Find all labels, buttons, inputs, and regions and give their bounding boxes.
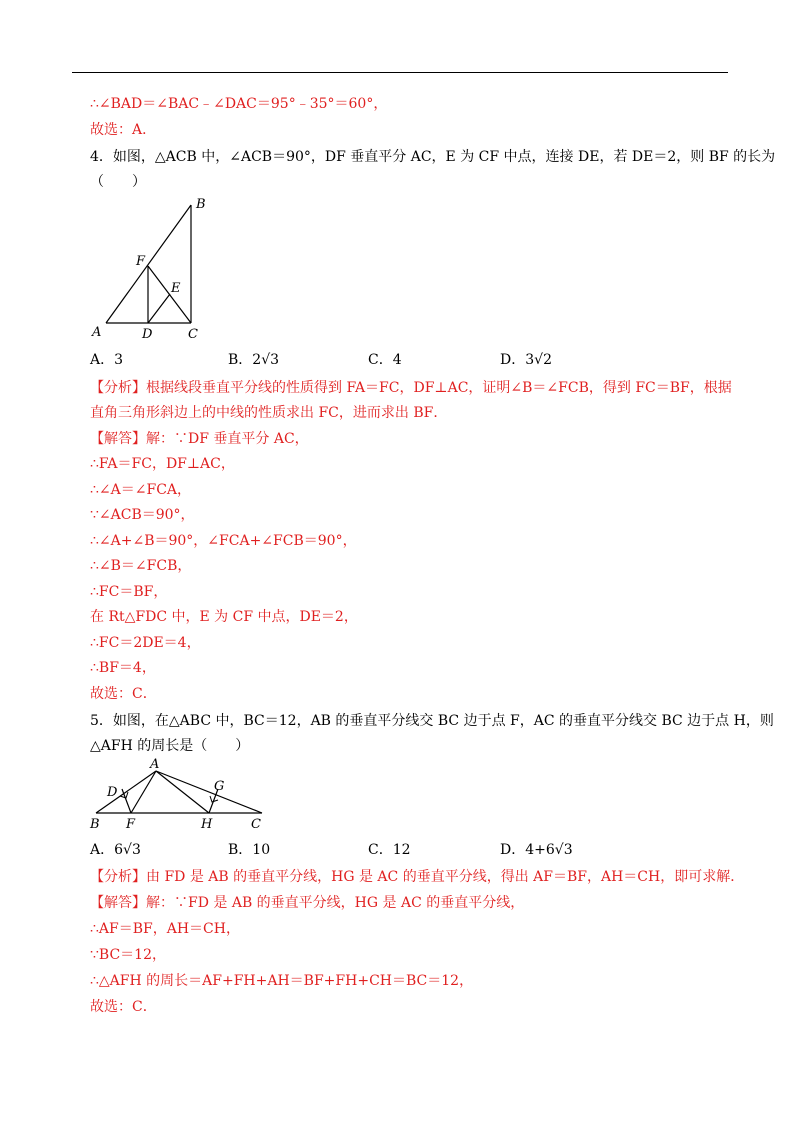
q4-solution-answer: 故选：C．	[90, 686, 157, 702]
q5-figure	[86, 758, 276, 834]
option-value: 4+6√3	[525, 842, 573, 858]
q5-solution-answer: 故选：C．	[90, 999, 157, 1015]
q4-figure	[86, 190, 216, 340]
q4-solution-line: ∴∠A+∠B＝90°，∠FCA+∠FCB＝90°，	[90, 533, 357, 549]
label-C: C	[251, 817, 261, 832]
q4-solution-line: ∴∠A＝∠FCA，	[90, 482, 192, 498]
prev-solution-line: ∴∠BAD＝∠BAC﹣∠DAC＝95°﹣35°＝60°，	[90, 96, 388, 112]
q5-analysis: 【分析】由 FD 是 AB 的垂直平分线，HG 是 AC 的垂直平分线，得出 AF＝BF，AH＝CH，即可求解．	[90, 869, 745, 885]
option-value: 3√2	[525, 352, 552, 368]
q5-solution-line: 【解答】解：∵FD 是 AB 的垂直平分线，HG 是 AC 的垂直平分线，	[90, 895, 525, 911]
label-B: B	[90, 817, 100, 832]
option-key: A．	[90, 352, 115, 368]
q4-option-a[interactable]	[90, 350, 123, 370]
q5-solution-line: ∴△AFH 的周长＝AF+FH+AH＝BF+FH+CH＝BC＝12，	[90, 973, 474, 989]
q4-solution-line: 【解答】解：∵DF 垂直平分 AC，	[90, 431, 309, 447]
segment-AH	[156, 771, 209, 813]
q5-option-a[interactable]	[90, 840, 141, 860]
header-rule	[72, 72, 728, 73]
option-key: B．	[228, 842, 253, 858]
label-E: E	[171, 281, 181, 296]
label-A: A	[92, 325, 102, 340]
option-key: B．	[228, 352, 253, 368]
prev-solution-answer: 故选：A．	[90, 122, 157, 138]
q4-solution-line: ∴FC＝2DE＝4，	[90, 635, 201, 651]
q4-analysis: 【分析】根据线段垂直平分线的性质得到 FA＝FC，DF⊥AC，证明∠B＝∠FCB，得到 FC＝BF，根据	[90, 380, 732, 396]
option-value: 2√3	[252, 352, 280, 368]
option-value: 4	[392, 352, 402, 368]
option-value: 12	[392, 842, 411, 858]
option-key: C．	[368, 842, 393, 858]
option-key: D．	[500, 352, 526, 368]
segment-DE	[148, 294, 170, 323]
label-F: F	[136, 254, 146, 269]
q5-solution-line: ∴AF＝BF，AH＝CH，	[90, 921, 240, 937]
option-value: 6√3	[114, 842, 141, 858]
q4-solution-line: ∴FC＝BF，	[90, 584, 168, 600]
option-value: 3	[114, 352, 124, 368]
q5-stem: 5．如图，在△ABC 中，BC＝12，AB 的垂直平分线交 BC 边于点 F，AC 的垂直平分线交 BC 边于点 H，则	[90, 713, 774, 729]
segment-FD	[122, 789, 131, 813]
segment-AC	[156, 771, 262, 813]
label-A: A	[150, 758, 160, 772]
q4-stem-blank: （ ）	[90, 174, 146, 190]
label-H: H	[201, 817, 213, 832]
q5-solution-line: ∵BC＝12，	[90, 947, 166, 963]
q4-solution-line: 在 Rt△FDC 中，E 为 CF 中点，DE＝2，	[90, 609, 358, 625]
q5-option-d[interactable]	[500, 840, 573, 860]
option-value: 10	[252, 842, 271, 858]
option-key: D．	[500, 842, 526, 858]
q4-solution-line: ∴FA＝FC，DF⊥AC，	[90, 456, 235, 472]
q4-solution-line: ∵∠ACB＝90°，	[90, 507, 195, 523]
q4-stem: 4．如图，△ACB 中，∠ACB＝90°，DF 垂直平分 AC，E 为 CF 中点，连接 DE，若 DE＝2，则 BF 的长为	[90, 149, 776, 165]
q4-option-b[interactable]	[228, 350, 279, 370]
q4-option-d[interactable]	[500, 350, 552, 370]
label-G: G	[214, 779, 225, 794]
label-C: C	[188, 327, 198, 340]
option-key: A．	[90, 842, 115, 858]
segment-AB	[96, 771, 156, 813]
label-D: D	[142, 327, 153, 340]
q4-solution-line: ∴∠B＝∠FCB，	[90, 558, 192, 574]
q4-solution-line: ∴BF＝4，	[90, 660, 156, 676]
q4-option-c[interactable]	[368, 350, 402, 370]
q4-analysis-cont: 直角三角形斜边上的中线的性质求出 FC，进而求出 BF．	[90, 405, 448, 421]
label-D: D	[107, 785, 118, 800]
q5-option-c[interactable]	[368, 840, 411, 860]
q5-stem-cont: △AFH 的周长是（ ）	[90, 738, 250, 754]
label-B: B	[196, 197, 206, 212]
option-key: C．	[368, 352, 393, 368]
segment-AF	[131, 771, 156, 813]
q5-option-b[interactable]	[228, 840, 270, 860]
label-F: F	[126, 817, 136, 832]
